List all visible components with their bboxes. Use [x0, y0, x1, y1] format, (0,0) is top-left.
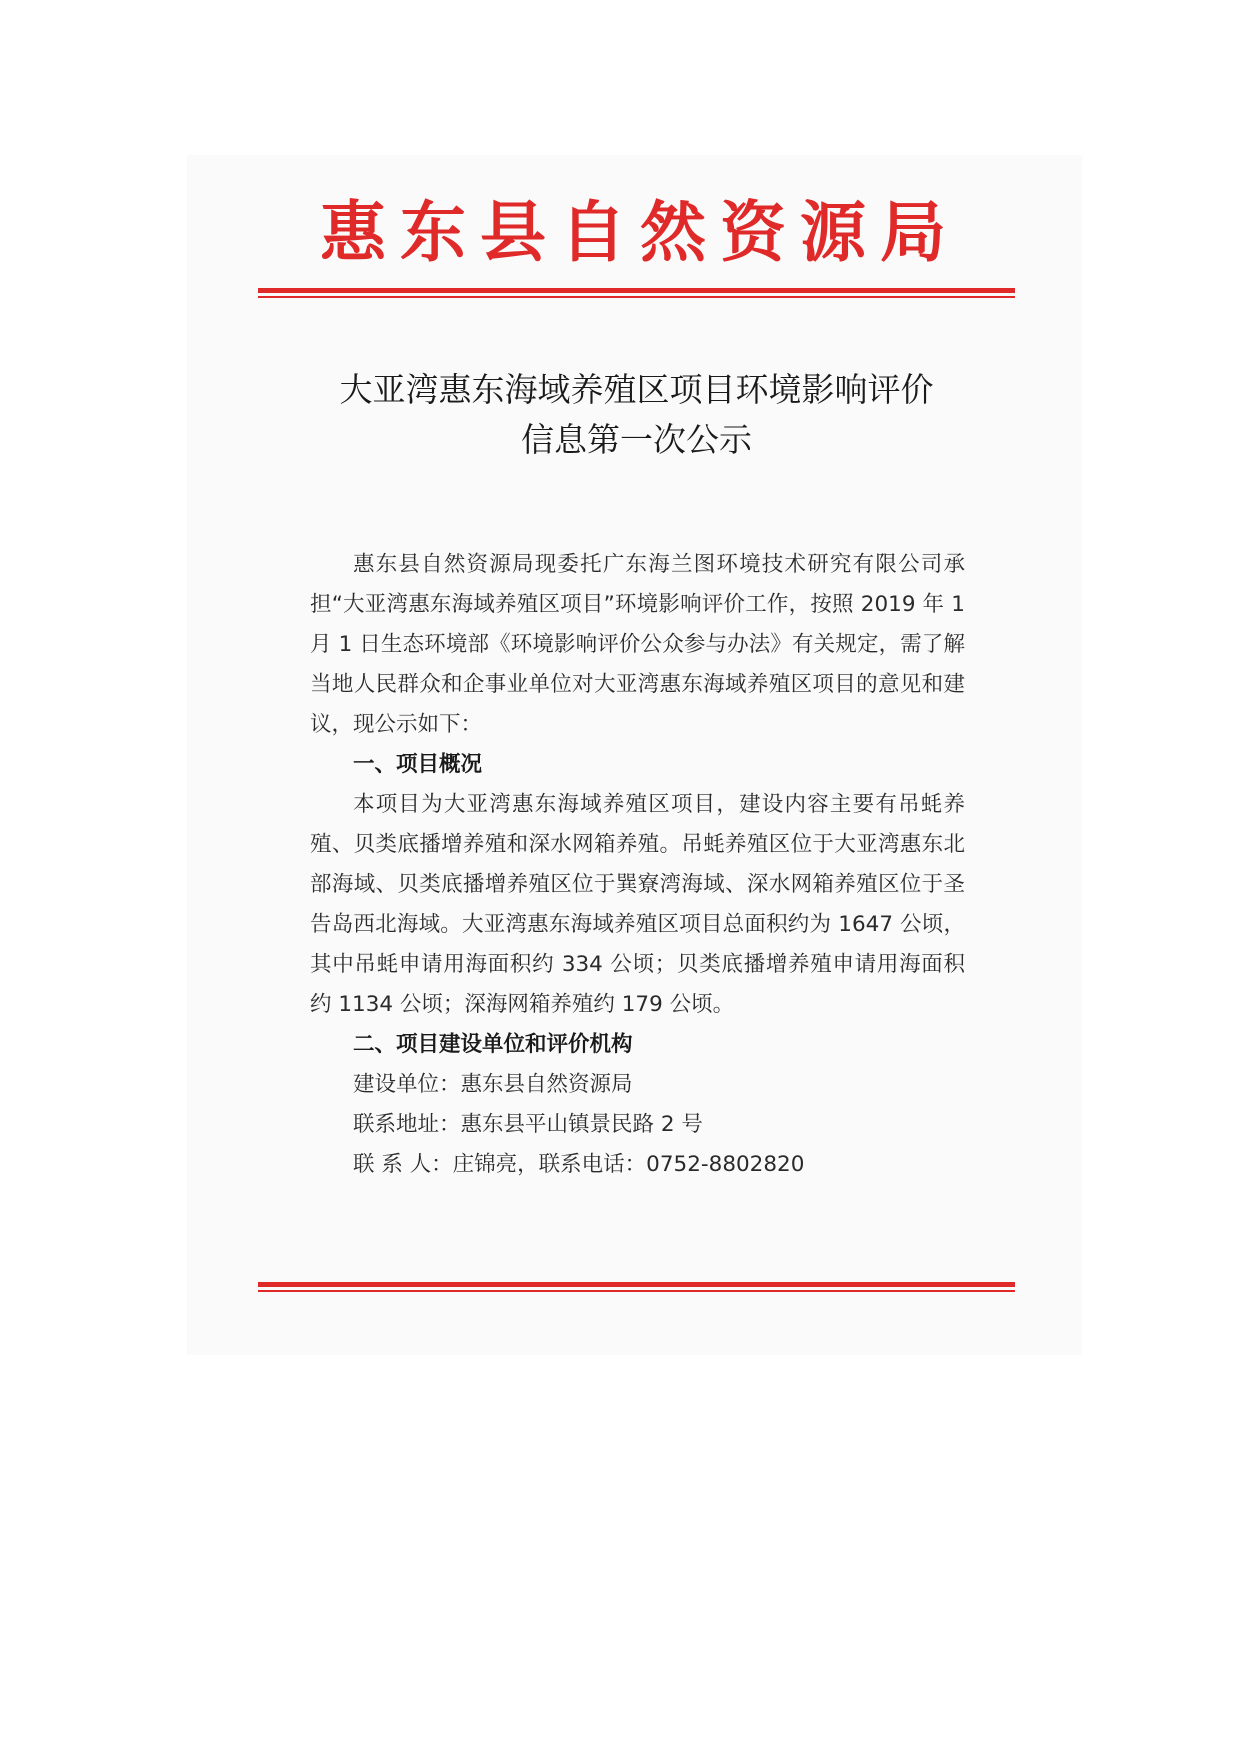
- footer-divider: [258, 1282, 1015, 1292]
- document-title-line-1: 大亚湾惠东海域养殖区项目环境影响评价: [339, 370, 934, 409]
- contact-person-line: 联 系 人：庄锦亮，联系电话：0752-8802820: [353, 1152, 805, 1177]
- construction-unit-line: 建设单位：惠东县自然资源局: [353, 1072, 633, 1097]
- letterhead-divider-top: [258, 288, 1015, 298]
- org-letterhead-title: 惠东县自然资源局: [320, 193, 960, 271]
- divider-thin-line: [258, 1290, 1015, 1292]
- divider-thick-line: [258, 288, 1015, 293]
- section-2-heading: 二、项目建设单位和评价机构: [353, 1032, 633, 1057]
- document-title-line-2: 信息第一次公示: [521, 420, 752, 459]
- document-body: [310, 545, 965, 1185]
- document-title: [258, 365, 1015, 465]
- divider-thick-line: [258, 1282, 1015, 1287]
- intro-paragraph: 惠东县自然资源局现委托广东海兰图环境技术研究有限公司承担“大亚湾惠东海域养殖区项目”环境影响评价工作，按照 2019 年 1 月 1 日生态环境部《环境影响评价公众参与办法》有关规定，需了解当地人民群众和企事业单位对大亚湾惠东海域养殖区项目的意见和建议，现公示如下：: [310, 552, 965, 737]
- contact-address-line: 联系地址：惠东县平山镇景民路 2 号: [353, 1112, 703, 1137]
- divider-thin-line: [258, 296, 1015, 298]
- section-1-paragraph: 本项目为大亚湾惠东海域养殖区项目，建设内容主要有吊蚝养殖、贝类底播增养殖和深水网箱养殖。吊蚝养殖区位于大亚湾惠东北部海域、贝类底播增养殖区位于巽寮湾海域、深水网箱养殖区位于圣告岛西北海域。大亚湾惠东海域养殖区项目总面积约为 1647 公顷，其中吊蚝申请用海面积约 334 公顷；贝类底播增养殖申请用海面积约 1134 公顷；深海网箱养殖约 179 公顷。: [310, 792, 965, 1017]
- section-1-heading: 一、项目概况: [353, 752, 483, 777]
